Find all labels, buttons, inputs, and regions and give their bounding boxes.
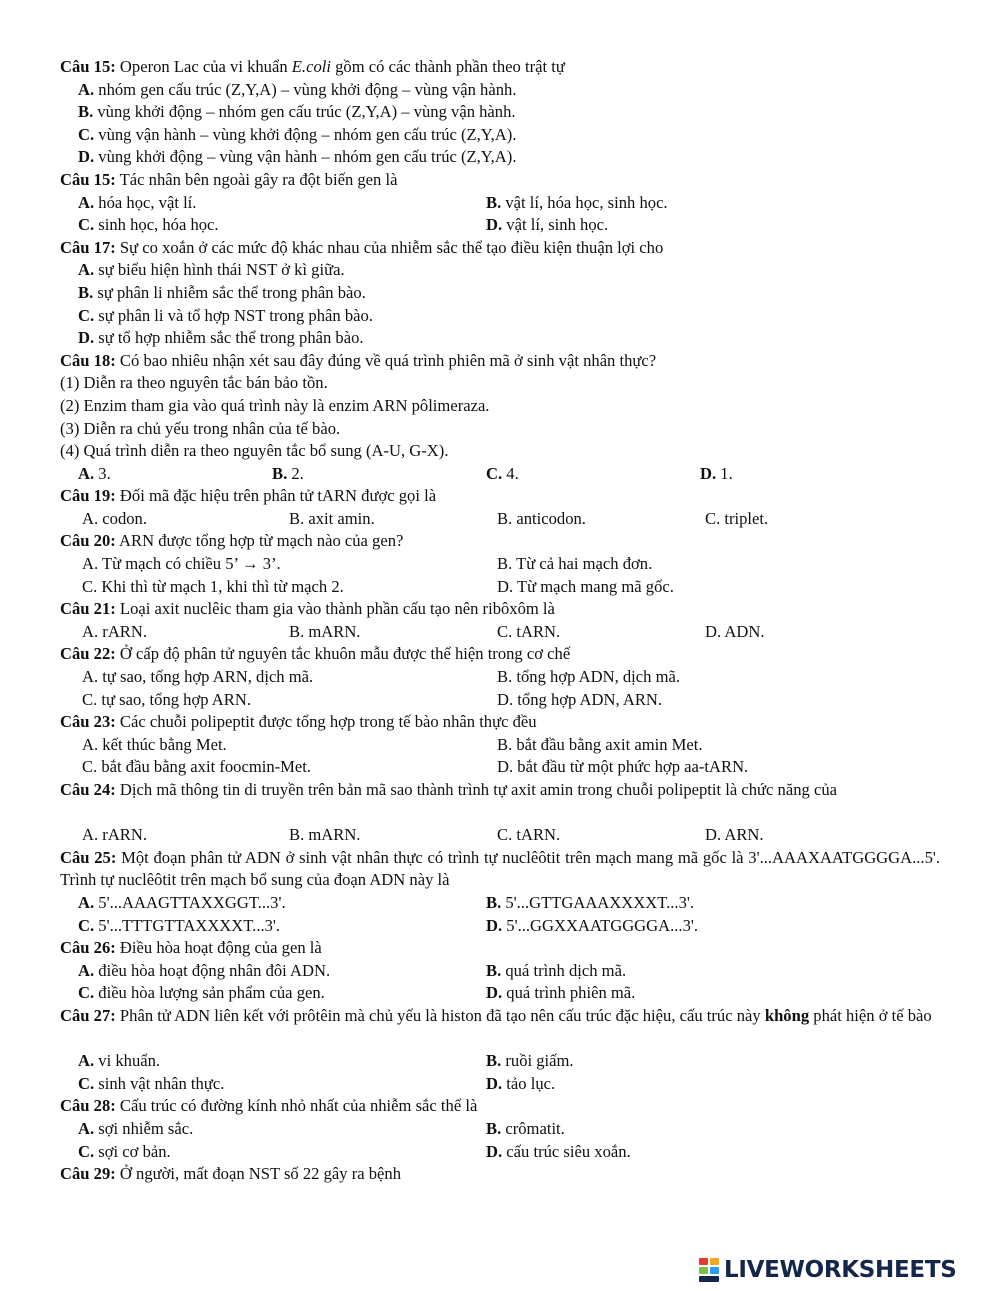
option-a[interactable]: A. điều hòa hoạt động nhân đôi ADN.: [78, 960, 331, 980]
option-c[interactable]: C. sinh học, hóa học.: [78, 215, 219, 235]
option-c[interactable]: C. 4.: [486, 463, 519, 483]
option-b[interactable]: B. Từ cả hai mạch đơn.: [497, 554, 653, 574]
options-row: [60, 915, 940, 938]
option-d[interactable]: D. ADN.: [705, 621, 765, 641]
statement-3: (3) Diễn ra chủ yếu trong nhân của tế bào.: [60, 418, 341, 438]
option-c[interactable]: B. anticodon.: [497, 508, 586, 528]
option-d[interactable]: D. tổng hợp ADN, ARN.: [497, 689, 663, 709]
option-c[interactable]: C. điều hòa lượng sản phẩm của gen.: [78, 983, 325, 1003]
option-b[interactable]: B. bắt đầu bằng axit amin Met.: [497, 734, 703, 754]
liveworksheets-logo-icon: [698, 1257, 720, 1283]
option-b[interactable]: B. quá trình dịch mã.: [486, 960, 627, 980]
question-15a: Câu 15: Operon Lac của vi khuẩn E.coli gồm có các thành phần theo trật tự: [60, 57, 565, 76]
option-d[interactable]: C. triplet.: [705, 508, 769, 528]
option-d[interactable]: D. 5'...GGXXAATGGGGA...3'.: [486, 915, 699, 935]
option-b[interactable]: B. vật lí, hóa học, sinh học.: [486, 192, 668, 212]
option-b[interactable]: B. 2.: [272, 463, 304, 483]
logo-tile-orange: [710, 1258, 719, 1265]
option-c[interactable]: C. tARN.: [497, 621, 561, 641]
question-20: Câu 20: ARN được tổng hợp từ mạch nào của gen?: [60, 531, 404, 551]
option-b[interactable]: B. axit amin.: [289, 508, 375, 528]
options-row: [60, 214, 940, 237]
option-d[interactable]: D. vật lí, sinh học.: [486, 215, 609, 235]
option-d[interactable]: D. bắt đầu từ một phức hợp aa-tARN.: [497, 757, 749, 777]
option-c[interactable]: C. tự sao, tổng hợp ARN.: [82, 689, 251, 709]
option-c[interactable]: C. tARN.: [497, 825, 561, 845]
options-row: [60, 756, 940, 779]
options-row: [60, 892, 940, 915]
option-a[interactable]: A. vi khuẩn.: [78, 1051, 161, 1071]
option-c[interactable]: C. sinh vật nhân thực.: [78, 1073, 225, 1093]
question-19: Câu 19: Đối mã đặc hiệu trên phân tử tARN được gọi là: [60, 486, 437, 506]
logo-tile-base: [699, 1276, 719, 1282]
option-a[interactable]: A. rARN.: [82, 621, 147, 641]
option-a[interactable]: A. Từ mạch có chiều 5’ → 3’.: [82, 554, 281, 574]
option-a[interactable]: A. codon.: [82, 508, 147, 528]
logo-text: LIVEWORKSHEETS: [724, 1257, 957, 1283]
option-a[interactable]: A. hóa học, vật lí.: [78, 192, 197, 212]
options-row: [60, 621, 940, 644]
worksheet-page: [60, 56, 940, 1186]
option-b[interactable]: B. mARN.: [289, 825, 361, 845]
statement-1: (1) Diễn ra theo nguyên tắc bán bảo tồn.: [60, 373, 328, 393]
options-row: [60, 1118, 940, 1141]
option-b[interactable]: B. tổng hợp ADN, dịch mã.: [497, 667, 681, 687]
options-row: [60, 982, 940, 1005]
option-b[interactable]: B. mARN.: [289, 621, 361, 641]
option-d[interactable]: D. vùng khởi động – vùng vận hành – nhóm gen cấu trúc (Z,Y,A).: [78, 147, 517, 167]
statement-2: (2) Enzim tham gia vào quá trình này là enzim ARN pôlimeraza.: [60, 395, 490, 415]
options-row: [60, 1050, 940, 1073]
question-18: Câu 18: Có bao nhiêu nhận xét sau đây đúng về quá trình phiên mã ở sinh vật nhân thực?: [60, 350, 657, 370]
options-row: [60, 734, 940, 757]
question-22: Câu 22: Ở cấp độ phân tử nguyên tắc khuôn mẫu được thể hiện trong cơ chế: [60, 644, 571, 664]
option-a[interactable]: A. sợi nhiễm sắc.: [78, 1118, 194, 1138]
option-d[interactable]: D. tảo lục.: [486, 1073, 556, 1093]
option-b[interactable]: B. sự phân li nhiễm sắc thể trong phân bào.: [78, 282, 366, 302]
logo-tile-red: [699, 1258, 708, 1265]
option-a[interactable]: A. 3.: [78, 463, 111, 483]
option-b[interactable]: B. vùng khởi động – nhóm gen cấu trúc (Z,Y,A) – vùng vận hành.: [78, 102, 516, 122]
option-d[interactable]: D. sự tổ hợp nhiễm sắc thể trong phân bào.: [78, 328, 364, 348]
option-d[interactable]: D. ARN.: [705, 825, 764, 845]
option-c[interactable]: C. sợi cơ bản.: [78, 1141, 171, 1161]
question-15b: Câu 15: Tác nhân bên ngoài gây ra đột biến gen là: [60, 169, 398, 189]
option-b[interactable]: B. crômatit.: [486, 1118, 565, 1138]
option-d[interactable]: D. cấu trúc siêu xoắn.: [486, 1141, 631, 1161]
options-row: [60, 192, 940, 215]
option-c[interactable]: C. vùng vận hành – vùng khởi động – nhóm gen cấu trúc (Z,Y,A).: [78, 124, 517, 144]
question-27: Câu 27: Phân tử ADN liên kết với prôtêin mà chủ yếu là histon đã tạo nên cấu trúc đặc hiệu, cấu trúc này không phát hiện ở tế bào: [60, 1005, 932, 1025]
options-row: [60, 1073, 940, 1096]
question-26: Câu 26: Điều hòa hoạt động của gen là: [60, 938, 322, 958]
question-28: Câu 28: Cấu trúc có đường kính nhỏ nhất của nhiễm sắc thể là: [60, 1096, 478, 1116]
question-24: Câu 24: Dịch mã thông tin di truyền trên bản mã sao thành trình tự axit amin trong chuỗi polipeptit là chức năng của: [60, 780, 837, 799]
liveworksheets-logo: [698, 1255, 956, 1285]
question-21: Câu 21: Loại axit nuclêic tham gia vào thành phần cấu tạo nên ribôxôm là: [60, 599, 555, 619]
option-c[interactable]: C. sự phân li và tổ hợp NST trong phân bào.: [78, 305, 373, 325]
question-17: Câu 17: Sự co xoắn ở các mức độ khác nhau của nhiễm sắc thể tạo điều kiện thuận lợi cho: [60, 237, 664, 257]
options-row: [60, 666, 940, 689]
option-a[interactable]: A. rARN.: [82, 825, 147, 845]
question-25: Câu 25: Một đoạn phân tử ADN ở sinh vật nhân thực có trình tự nuclêôtit trên mạch mang mã gốc là 3'...AAAXAATGGGGA...5'. Trình tự nuclêôtit trên mạch bổ sung của đoạn ADN này là: [60, 847, 941, 890]
option-a[interactable]: A. sự biểu hiện hình thái NST ở kì giữa.: [78, 260, 345, 280]
option-a[interactable]: A. kết thúc bằng Met.: [82, 734, 227, 754]
option-d[interactable]: D. quá trình phiên mã.: [486, 983, 636, 1003]
options-row: [60, 1141, 940, 1164]
option-a[interactable]: A. tự sao, tổng hợp ARN, dịch mã.: [82, 667, 314, 687]
logo-tile-green: [699, 1267, 708, 1274]
logo-tile-blue: [710, 1267, 719, 1274]
option-d[interactable]: D. 1.: [700, 463, 733, 483]
question-23: Câu 23: Các chuỗi polipeptit được tổng hợp trong tế bào nhân thực đều: [60, 712, 537, 732]
options-row: [60, 689, 940, 712]
question-29: Câu 29: Ở người, mất đoạn NST số 22 gây ra bệnh: [60, 1164, 402, 1184]
option-a[interactable]: A. 5'...AAAGTTAXXGGT...3'.: [78, 892, 286, 912]
options-row: [60, 508, 940, 531]
option-b[interactable]: B. 5'...GTTGAAAXXXXT...3'.: [486, 892, 695, 912]
option-b[interactable]: B. ruồi giấm.: [486, 1051, 574, 1071]
statement-4: (4) Quá trình diễn ra theo nguyên tắc bổ sung (A-U, G-X).: [60, 441, 449, 461]
options-row: [60, 463, 940, 486]
option-d[interactable]: D. Từ mạch mang mã gốc.: [497, 576, 674, 596]
option-c[interactable]: C. 5'...TTTGTTAXXXXT...3'.: [78, 915, 281, 935]
options-row: [60, 960, 940, 983]
option-a[interactable]: A. nhóm gen cấu trúc (Z,Y,A) – vùng khởi động – vùng vận hành.: [78, 79, 517, 99]
option-c[interactable]: C. bắt đầu bằng axit foocmin-Met.: [82, 757, 312, 777]
option-c[interactable]: C. Khi thì từ mạch 1, khi thì từ mạch 2.: [82, 576, 344, 596]
options-row: [60, 824, 940, 847]
options-row: [60, 553, 940, 576]
options-row: [60, 576, 940, 599]
